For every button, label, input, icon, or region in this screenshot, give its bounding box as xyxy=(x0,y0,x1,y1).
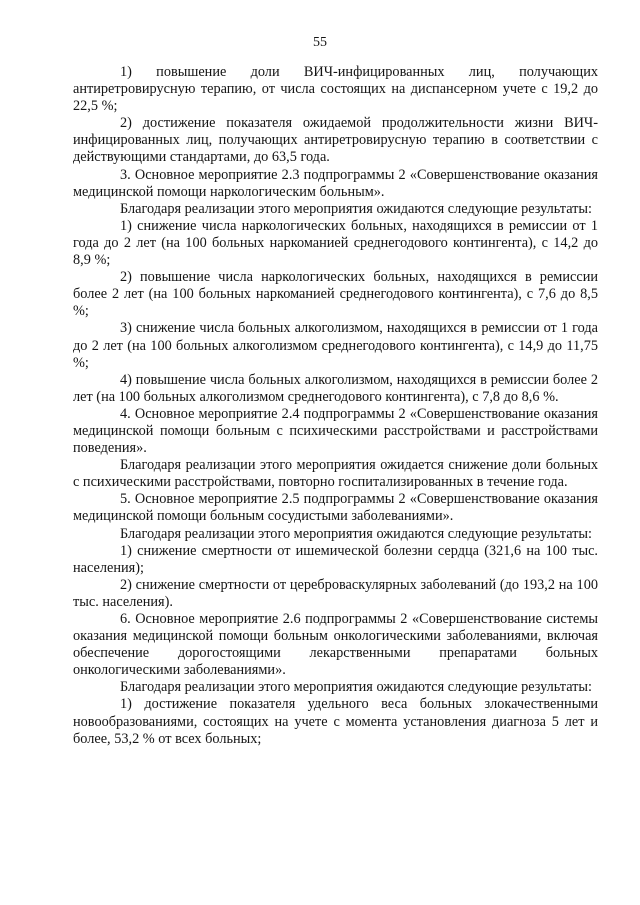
paragraph: 2) повышение числа наркологических больных, находящихся в ремиссии более 2 лет (на 100 больных наркоманией среднегодового контингента), с 7,6 до 8,5 %; xyxy=(73,269,598,320)
paragraph: Благодаря реализации этого мероприятия ожидаются следующие результаты: xyxy=(120,200,592,217)
paragraph: 1) снижение числа наркологических больных, находящихся в ремиссии от 1 года до 2 лет (на 100 больных наркоманией среднегодового контингента), с 14,2 до 8,9 %; xyxy=(73,217,598,269)
body-text xyxy=(73,64,598,748)
paragraph: 1) повышение доли ВИЧ-инфицированных лиц, получающих антиретровирусную терапию, от числа состоящих на диспансерном учете с 19,2 до 22,5 %; xyxy=(73,64,598,115)
paragraph: Благодаря реализации этого мероприятия ожидаются следующие результаты: xyxy=(120,679,592,696)
paragraph: 2) снижение смертности от цереброваскулярных заболеваний (до 193,2 на 100 тыс. населения). xyxy=(73,576,598,610)
paragraph: 3) снижение числа больных алкоголизмом, находящихся в ремиссии от 1 года до 2 лет (на 100 больных алкоголизмом среднегодового контингента), с 14,9 до 11,75 %; xyxy=(73,320,598,371)
paragraph: 4. Основное мероприятие 2.4 подпрограммы 2 «Совершенствование оказания медицинской помощи больным с психическими расстройствами и расстройствами поведения». xyxy=(73,405,598,457)
paragraph: 6. Основное мероприятие 2.6 подпрограммы 2 «Совершенствование системы оказания медицинской помощи больным онкологическими заболеваниями, включая обеспечение дорогостоящими лекарственными препаратами больных онкологическими заболеваниями». xyxy=(73,611,598,679)
paragraph: 1) снижение смертности от ишемической болезни сердца (321,6 на 100 тыс. населения); xyxy=(73,542,598,576)
paragraph: 3. Основное мероприятие 2.3 подпрограммы 2 «Совершенствование оказания медицинской помощи наркологическим больным». xyxy=(73,166,598,200)
paragraph: 2) достижение показателя ожидаемой продолжительности жизни ВИЧ-инфицированных лиц, получающих антиретровирусную терапию в соответствии с действующими стандартами, до 63,5 года. xyxy=(73,115,598,166)
paragraph: Благодаря реализации этого мероприятия ожидаются следующие результаты: xyxy=(120,525,592,542)
paragraph: 4) повышение числа больных алкоголизмом, находящихся в ремиссии более 2 лет (на 100 больных алкоголизмом среднегодового контингента), с 7,8 до 8,6 %. xyxy=(73,371,598,405)
page-number: 55 xyxy=(313,35,327,50)
paragraph: 5. Основное мероприятие 2.5 подпрограммы 2 «Совершенствование оказания медицинской помощи больным сосудистыми заболеваниями». xyxy=(73,491,598,525)
paragraph: Благодаря реализации этого мероприятия ожидается снижение доли больных с психическими расстройствами, повторно госпитализированных в течение года. xyxy=(73,457,598,491)
paragraph: 1) достижение показателя удельного веса больных злокачественными новообразованиями, состоящих на учете с момента установления диагноза 5 лет и более, 53,2 % от всех больных; xyxy=(73,696,598,747)
